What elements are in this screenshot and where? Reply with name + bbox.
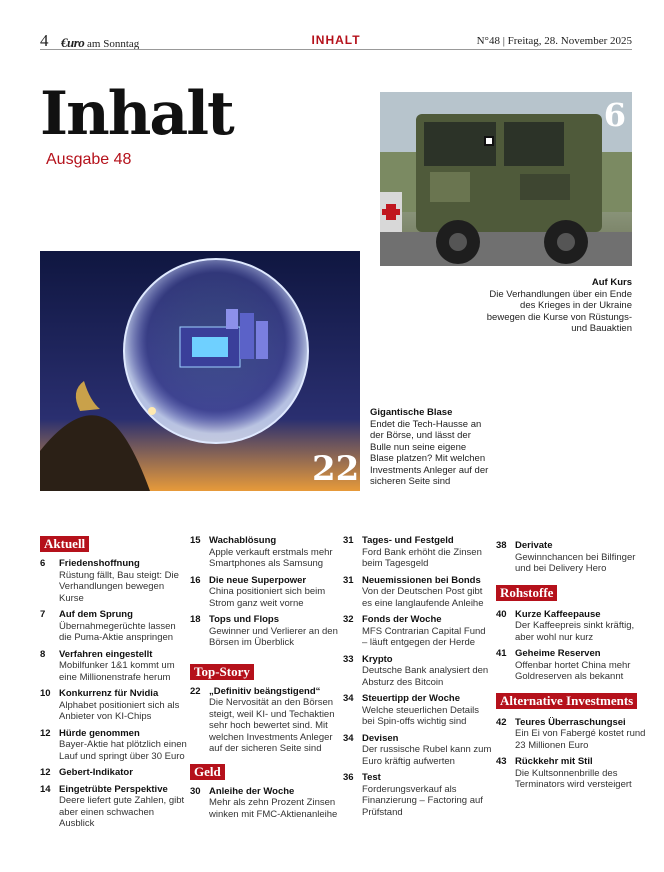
entry-page-number: 18 [190, 614, 201, 625]
entry-description: Apple verkauft erstmals mehr Smartphones als Samsung [209, 546, 333, 569]
section-label: INHALT [311, 33, 361, 47]
index-entry[interactable] [343, 772, 493, 818]
entry-title: Eingetrübte Perspektive [59, 783, 168, 795]
entry-heading [190, 686, 340, 698]
entry-title: Kurze Kaffeepause [515, 608, 601, 620]
entry-page-number: 36 [343, 772, 354, 783]
caption-text: Die Verhandlungen über ein Ende des Krieges in der Ukraine bewegen die Kurse von Rüstungs- und Bauaktien [486, 288, 632, 334]
index-entry[interactable] [40, 649, 190, 684]
entry-description: Rüstung fällt, Bau steigt: Die Verhandlungen bewegen Kurse [59, 569, 179, 604]
header-rule [40, 49, 632, 50]
entry-list [343, 535, 493, 818]
entry-heading [40, 558, 190, 570]
index-entry[interactable] [496, 648, 646, 683]
publication-logo: €uro [61, 35, 85, 50]
entry-heading [40, 649, 190, 661]
entry-description: Die Kultsonnenbrille des Terminators wird versteigert [515, 767, 632, 790]
entry-heading [343, 733, 493, 745]
feature-caption-truck [482, 277, 632, 335]
entry-description: Ein Ei von Fabergé kostet rund 23 Millionen Euro [515, 728, 646, 751]
page-number: 4 [40, 31, 49, 50]
entry-description: Offenbar hortet China mehr Goldreserven als bekannt [515, 659, 631, 682]
entry-description: Mehr als zehn Prozent Zinsen winken mit FMC-Aktienanleihe [209, 797, 338, 820]
index-entry[interactable] [343, 693, 493, 728]
entry-page-number: 31 [343, 535, 354, 546]
entry-page-number: 7 [40, 609, 46, 620]
entry-page-number: 38 [496, 540, 507, 551]
entry-description: Ford Bank erhöht die Zinsen beim Tagesgeld [362, 546, 482, 569]
military-truck-image[interactable] [380, 92, 632, 266]
index-entry[interactable] [496, 540, 646, 575]
entry-list [190, 786, 340, 821]
section-banner-rohstoffe: Rohstoffe [496, 585, 557, 601]
issue-subtitle: Ausgabe 48 [46, 151, 132, 168]
entry-title: Krypto [362, 653, 393, 665]
entry-page-number: 8 [40, 648, 46, 660]
entry-title: Rückkehr mit Stil [515, 756, 593, 767]
entry-heading [40, 688, 190, 700]
index-entry[interactable] [343, 614, 493, 649]
entry-page-number: 10 [40, 688, 51, 699]
entry-page-number: 12 [40, 767, 51, 778]
entry-page-number: 14 [40, 783, 51, 795]
ai-bubble-image[interactable] [40, 251, 360, 491]
index-column-3 [343, 535, 493, 818]
page-title: Inhalt [40, 79, 233, 149]
entry-heading [496, 648, 646, 660]
index-entry[interactable] [496, 609, 646, 644]
entry-list [496, 540, 646, 575]
index-column-4 [496, 535, 646, 791]
entry-heading [343, 772, 493, 784]
section-banner-aktuell: Aktuell [40, 536, 89, 552]
entry-list [496, 609, 646, 683]
entry-description: Forderungsverkauf als Finanzierung – Factoring auf Prüfstand [362, 783, 483, 818]
entry-page-number: 40 [496, 608, 507, 620]
entry-title: Die neue Superpower [209, 574, 307, 586]
entry-page-number: 43 [496, 756, 507, 767]
entry-description: China positioniert sich beim Strom ganz weit vorne [209, 586, 326, 609]
index-column-2 [190, 535, 340, 820]
entry-heading [40, 609, 190, 621]
section-banner-alternative-investments: Alternative Investments [496, 693, 637, 709]
entry-page-number: 22 [190, 685, 201, 697]
entry-title: Tages- und Festgeld [362, 535, 454, 546]
entry-title: Gebert-Indikator [59, 767, 133, 778]
page-header [40, 30, 632, 50]
index-entry[interactable] [190, 575, 340, 610]
entry-title: Geheime Reserven [515, 648, 601, 659]
entry-page-number: 6 [40, 558, 46, 569]
caption-text: Endet die Tech-Hausse an der Börse, und lässt der Bulle nun seine eigene Blase platzen? Mit welchen Investments Anleger auf der sicheren Seite sind [370, 418, 489, 487]
entry-heading [40, 767, 190, 779]
index-entry[interactable] [496, 717, 646, 752]
entry-description: Deutsche Bank analysiert den Absturz des Bitcoin [362, 665, 489, 688]
entry-page-number: 42 [496, 716, 507, 728]
entry-description: Gewinner und Verlierer an den Börsen im Überblick [209, 625, 338, 648]
entry-title: „Definitiv beängstigend“ [209, 685, 321, 697]
entry-heading [190, 786, 340, 798]
entry-page-number: 16 [190, 574, 201, 586]
index-entry[interactable] [190, 614, 340, 649]
index-entry[interactable] [496, 756, 646, 791]
index-entry[interactable] [40, 728, 190, 763]
entry-heading [496, 540, 646, 552]
entry-heading [496, 717, 646, 729]
index-entry[interactable] [343, 575, 493, 610]
index-entry[interactable] [343, 535, 493, 570]
entry-page-number: 34 [343, 693, 354, 704]
feature-caption-bubble [370, 407, 490, 488]
entry-description: Alphabet positioniert sich als Anbieter von KI-Chips [59, 699, 180, 722]
entry-description: Deere liefert gute Zahlen, gibt aber einen schwachen Ausblick [59, 795, 185, 829]
entry-heading [343, 575, 493, 587]
entry-description: Mobilfunker 1&1 kommt um eine Millionenstrafe herum [59, 660, 175, 683]
section-banner-geld: Geld [190, 764, 225, 780]
entry-description: Von der Deutschen Post gibt es eine langlaufende Anleihe [362, 586, 484, 609]
entry-description: Welche steuerlichen Details bei Spin-offs wichtig sind [362, 704, 480, 727]
entry-title: Tops und Flops [209, 614, 280, 625]
entry-title: Derivate [515, 540, 553, 551]
entry-heading [190, 535, 340, 547]
entry-heading [343, 535, 493, 547]
entry-title: Test [362, 772, 381, 783]
index-entry[interactable] [190, 786, 340, 821]
entry-description: MFS Contrarian Capital Fund – läuft entgegen der Herde [362, 625, 486, 648]
entry-heading [40, 728, 190, 740]
entry-list [40, 558, 190, 830]
entry-list [496, 717, 646, 791]
entry-list [190, 686, 340, 755]
feature-page-number: 6 [603, 96, 626, 134]
entry-heading [496, 756, 646, 768]
entry-title: Wachablösung [209, 535, 277, 546]
entry-title: Verfahren eingestellt [59, 648, 153, 660]
feature-page-number: 22 [312, 449, 360, 489]
entry-heading [40, 784, 190, 796]
entry-description: Gewinnchancen bei Bilfinger und bei Delivery Hero [515, 551, 636, 574]
entry-heading [343, 614, 493, 626]
index-entry[interactable] [190, 686, 340, 755]
index-entry[interactable] [40, 558, 190, 604]
index-entry[interactable] [190, 535, 340, 570]
index-entry[interactable] [40, 609, 190, 644]
entry-title: Auf dem Sprung [59, 609, 133, 620]
entry-description: Der russische Rubel kann zum Euro kräftig aufwerten [362, 744, 492, 767]
entry-page-number: 34 [343, 732, 354, 744]
entry-page-number: 41 [496, 648, 507, 659]
index-entry[interactable] [40, 784, 190, 830]
index-column-1 [40, 535, 190, 830]
entry-heading [190, 614, 340, 626]
entry-title: Fonds der Woche [362, 614, 442, 625]
entry-title: Neuemissionen bei Bonds [362, 574, 481, 586]
caption-title: Auf Kurs [591, 277, 632, 288]
entry-page-number: 15 [190, 535, 201, 546]
entry-heading [496, 609, 646, 621]
entry-title: Devisen [362, 732, 399, 744]
entry-heading [343, 693, 493, 705]
caption-title: Gigantische Blase [370, 407, 453, 418]
entry-page-number: 30 [190, 785, 201, 797]
index-entry[interactable] [40, 688, 190, 723]
entry-title: Anleihe der Woche [209, 785, 295, 797]
publication-suffix: am Sonntag [87, 38, 140, 50]
entry-description: Die Nervosität an den Börsen steigt, weil KI- und Techaktien sehr hoch bewertet sind. Mit welchen Investments Anleger auf der sicheren Seite sind [209, 697, 335, 754]
entry-title: Steuertipp der Woche [362, 693, 461, 704]
index-entry[interactable] [40, 767, 190, 779]
military-truck-illustration [380, 92, 632, 266]
entry-title: Teures Überraschungsei [515, 716, 626, 728]
entry-title: Hürde genommen [59, 727, 140, 739]
entry-heading [343, 654, 493, 666]
entry-description: Übernahmegerüchte lassen die Puma-Aktie anspringen [59, 620, 176, 643]
index-entry[interactable] [343, 654, 493, 689]
entry-description: Bayer-Aktie hat plötzlich einen Lauf und springt über 30 Euro [59, 739, 187, 762]
entry-description: Der Kaffeepreis sinkt kräftig, aber wohl nur kurz [515, 620, 635, 643]
entry-title: Konkurrenz für Nvidia [59, 688, 159, 699]
entry-title: Friedenshoffnung [59, 558, 140, 569]
entry-page-number: 12 [40, 727, 51, 739]
entry-page-number: 32 [343, 614, 354, 625]
entry-heading [190, 575, 340, 587]
entry-list [190, 535, 340, 649]
entry-page-number: 33 [343, 653, 354, 665]
section-banner-top-story: Top-Story [190, 664, 254, 680]
index-entry[interactable] [343, 733, 493, 768]
entry-page-number: 31 [343, 574, 354, 586]
issue-info: N°48 | Freitag, 28. November 2025 [476, 35, 632, 47]
